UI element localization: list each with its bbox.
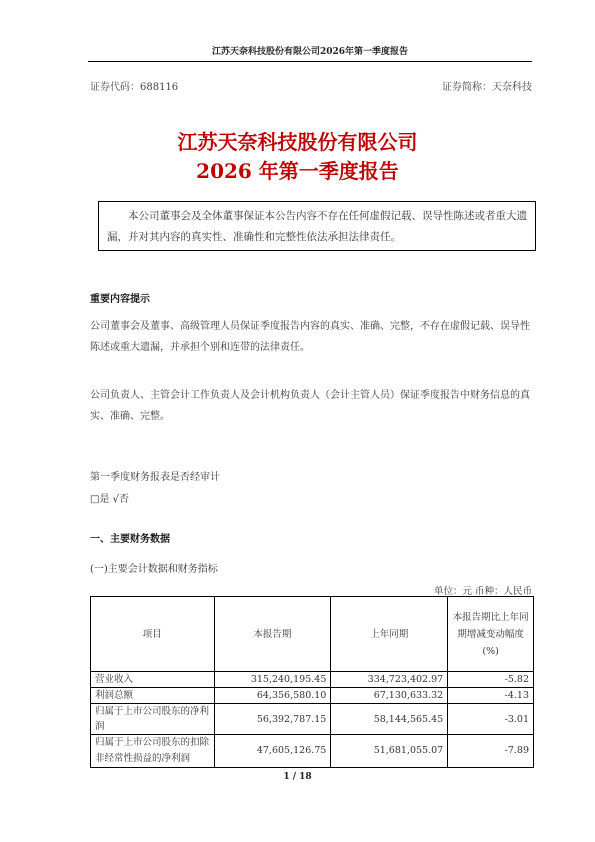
row-label: 归属于上市公司股东的净利润: [91, 704, 215, 735]
stock-name: 证券简称：天奈科技: [442, 82, 532, 93]
table-row: [91, 688, 534, 704]
table-row: [91, 672, 534, 688]
row-prior: 58,144,565.45: [331, 704, 448, 735]
row-current: 64,356,580.10: [214, 688, 331, 704]
row-label: 利润总额: [91, 688, 215, 704]
stock-info: [90, 78, 532, 93]
row-prior: 334,723,402.97: [331, 672, 448, 688]
important-para-2-text: 公司负责人、主管会计工作负责人及会计机构负责人（会计主管人员）保证季度报告中财务信息的真实、准确、完整。: [90, 390, 530, 422]
row-prior: 67,130,633.32: [331, 688, 448, 704]
row-change: -7.89: [448, 735, 534, 768]
row-current: 56,392,787.15: [214, 704, 331, 735]
important-heading: 重要内容提示: [90, 294, 150, 305]
table-header-row: [91, 597, 534, 672]
running-header: 江苏天奈科技股份有限公司2026年第一季度报告: [88, 44, 532, 62]
page-number: 1 / 18: [283, 772, 312, 782]
header-current-period: 本报告期: [214, 597, 331, 672]
audit-question: 第一季度财务报表是否经审计: [90, 472, 220, 483]
stock-code: 证券代码：688116: [90, 82, 179, 93]
row-change: -4.13: [448, 688, 534, 704]
important-para-1-text: 公司董事会及董事、高级管理人员保证季度报告内容的真实、准确、完整，不存在虚假记载、误导性陈述或重大遗漏，并承担个别和连带的法律责任。: [90, 321, 530, 353]
important-para-1: [90, 316, 532, 358]
row-label: 归属于上市公司股东的扣除非经常性损益的净利润: [91, 735, 215, 768]
section-main-financial-data: 一、主要财务数据: [90, 534, 170, 545]
row-change: -5.82: [448, 672, 534, 688]
row-change: -3.01: [448, 704, 534, 735]
financial-data-table: [90, 596, 534, 768]
table-row: [91, 735, 534, 768]
header-change-percent: 本报告期比上年同期增减变动幅度(%): [448, 597, 534, 672]
row-current: 47,605,126.75: [214, 735, 331, 768]
header-prior-period: 上年同期: [331, 597, 448, 672]
row-current: 315,240,195.45: [214, 672, 331, 688]
row-label: 营业收入: [91, 672, 215, 688]
board-notice-text: 本公司董事会及全体董事保证本公告内容不存在任何虚假记载、误导性陈述或者重大遗漏，并对其内容的真实性、准确性和完整性依法承担法律责任。: [107, 210, 527, 243]
unit-label: 单位：元 币种：人民币: [433, 586, 532, 597]
company-title: 江苏天奈科技股份有限公司: [177, 130, 418, 154]
board-notice-box: [98, 201, 536, 251]
header-item: 项目: [91, 597, 215, 672]
report-title: 2026 年第一季度报告: [196, 159, 399, 183]
row-prior: 51,681,055.07: [331, 735, 448, 768]
table-row: [91, 704, 534, 735]
important-para-2: [90, 385, 532, 427]
subsection-accounting-data: (一)主要会计数据和财务指标: [90, 564, 218, 575]
audit-answer: □是 √否: [90, 494, 129, 505]
